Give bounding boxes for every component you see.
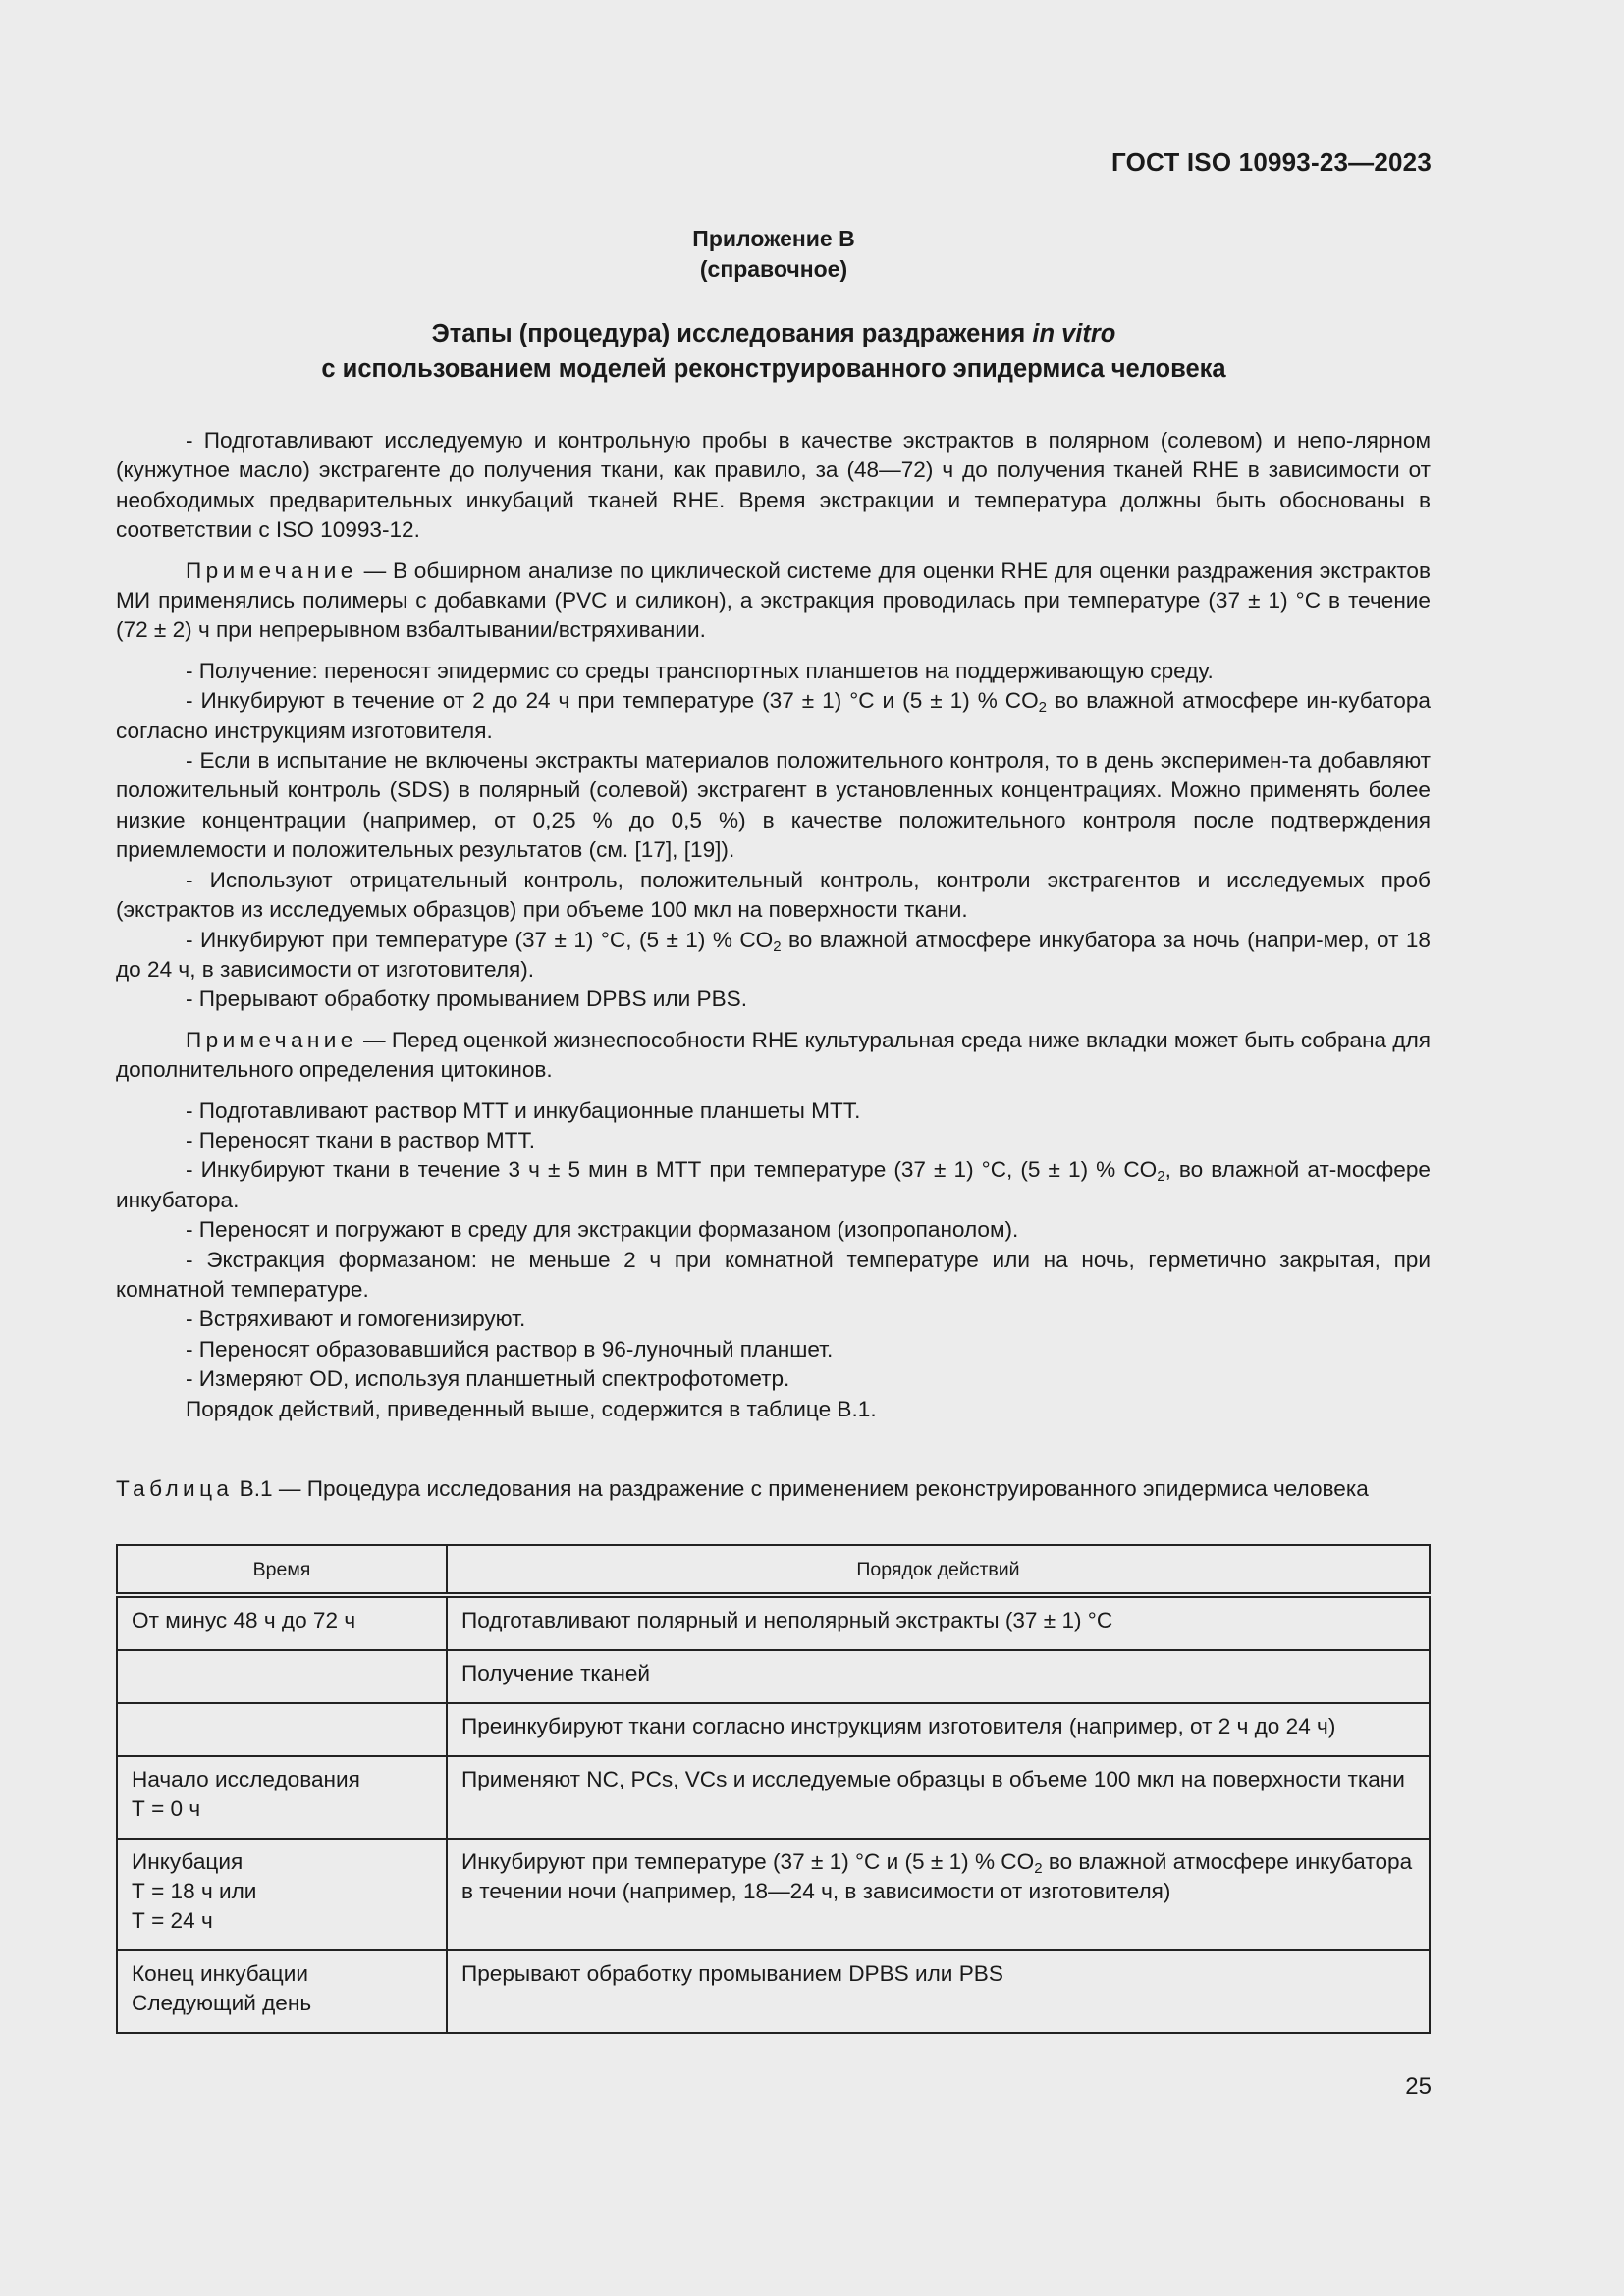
table-header-time: Время	[117, 1545, 447, 1595]
annex-status: (справочное)	[699, 256, 848, 282]
step-immerse: - Переносят и погружают в среду для экстракции формазаном (изопропанолом).	[186, 1217, 1019, 1243]
step-mtt-prep: - Подготавливают раствор МТТ и инкубационные планшеты МТТ.	[186, 1097, 861, 1123]
step-positive-control: - Если в испытание не включены экстракты материалов положительного контроля, то в день эксперимен-та добавляют положительный контроль (SDS) в полярный (солевой) экстрагент в установленных концентрациях. Можно применять более низкие концентрации (например, от 0,25 % до 0,5 %) в качестве положительного контроля после подтверждения приемлемости и положительных результатов (см. [17], [19]).	[116, 748, 1431, 863]
table-cell-action: Подготавливают полярный и неполярный экстракты (37 ± 1) °С	[447, 1595, 1430, 1650]
table-caption: Таблица В.1 — Процедура исследования на раздражение с применением реконструированного эпидермиса человека	[116, 1476, 1369, 1501]
table-row	[117, 1703, 1430, 1756]
annex-title	[116, 316, 1432, 387]
step-extraction: - Экстракция формазаном: не меньше 2 ч при комнатной температуре или на ночь, герметично закрытая, при комнатной температуре.	[116, 1247, 1431, 1302]
table-cell-action: Прерывают обработку промыванием DPBS или PBS	[447, 1950, 1430, 2033]
annex-label: Приложение В	[692, 226, 855, 251]
annex-title-line1: Этапы (процедура) исследования раздражения in vitro	[431, 320, 1116, 347]
table-cell-time: Начало исследования Т = 0 ч	[117, 1756, 447, 1839]
step-measure-od: - Измеряют OD, используя планшетный спектрофотометр.	[186, 1366, 790, 1392]
summary-sentence: Порядок действий, приведенный выше, содержится в таблице В.1.	[186, 1396, 877, 1421]
table-cell-action: Инкубируют при температуре (37 ± 1) °С и (5 ± 1) % $CO_2$ во влажной атмосфере инкубатора в течении ночи (например, 18—24 ч, в зависимости от изготовителя)	[447, 1839, 1430, 1950]
step-incubate-2: - Инкубируют при температуре (37 ± 1) °С, (5 ± 1) % $CO_2$ во влажной атмосфере инкубатора за ночь (напри-мер, от 18 до 24 ч, в зависимости от изготовителя).	[116, 927, 1431, 982]
table-cell-time	[117, 1703, 447, 1756]
step-incubate-1: - Инкубируют в течение от 2 до 24 ч при температуре (37 ± 1) °С и (5 ± 1) % $CO_2$ во влажной атмосфере ин-кубатора согласно инструкциям изготовителя.	[116, 688, 1431, 743]
annex-heading	[116, 224, 1432, 285]
step-shake: - Встряхивают и гомогенизируют.	[186, 1307, 526, 1332]
table-caption-label: Таблица	[116, 1476, 234, 1501]
table-header-actions: Порядок действий	[447, 1545, 1430, 1595]
table-header-row	[117, 1545, 1430, 1595]
table-row	[117, 1595, 1430, 1650]
table-cell-action: Преинкубируют ткани согласно инструкциям изготовителя (например, от 2 ч до 24 ч)	[447, 1703, 1430, 1756]
note-label: Примечание	[186, 1027, 357, 1052]
table-cell-time: От минус 48 ч до 72 ч	[117, 1595, 447, 1650]
annex-title-emphasis: in vitro	[1032, 320, 1116, 347]
annex-title-line2: с использованием моделей реконструированного эпидермиса человека	[321, 355, 1226, 383]
table-cell-time	[117, 1650, 447, 1703]
table-row	[117, 1650, 1430, 1703]
table-row	[117, 1839, 1430, 1950]
table-cell-time: Конец инкубации Следующий день	[117, 1950, 447, 2033]
step-transfer-plate: - Переносят образовавшийся раствор в 96-луночный планшет.	[186, 1336, 834, 1362]
step-stop-treatment: - Прерывают обработку промыванием DPBS или PBS.	[186, 987, 747, 1012]
step-receive-tissue: - Получение: переносят эпидермис со среды транспортных планшетов на поддерживающую среду.	[186, 658, 1214, 683]
table-row	[117, 1950, 1430, 2033]
step-mtt-incubate: - Инкубируют ткани в течение 3 ч ± 5 мин в МТТ при температуре (37 ± 1) °С, (5 ± 1) % $CO_2$, во влажной ат-мосфере инкубатора.	[116, 1157, 1431, 1212]
table-cell-action: Получение тканей	[447, 1650, 1430, 1703]
document-body	[116, 426, 1431, 1424]
paragraph-sample-prep: - Подготавливают исследуемую и контрольную пробы в качестве экстрактов в полярном (солевом) и непо-лярном (кунжутное масло) экстрагенте до получения ткани, как правило, за (48—72) ч до получения тканей RHE в зависимости от необходимых предварительных инкубаций тканей RHE. Время экстракции и температура должны быть обоснованы в соответствии с ISO 10993-12.	[116, 428, 1431, 543]
note-1: Примечание — В обширном анализе по циклической системе для оценки RHE для оценки раздражения экстрактов МИ применялись полимеры с добавками (PVC и силикон), а экстракция проводилась при температуре (37 ± 1) °С в течение (72 ± 2) ч при непрерывном взбалтывании/встряхивании.	[116, 558, 1431, 643]
step-mtt-transfer: - Переносят ткани в раствор МТТ.	[186, 1127, 536, 1152]
note-2: Примечание — Перед оценкой жизнеспособности RHE культуральная среда ниже вкладки может быть собрана для дополнительного определения цитокинов.	[116, 1027, 1431, 1083]
procedure-table	[116, 1544, 1431, 2034]
page-number: 25	[1405, 2073, 1432, 2100]
document-id: ГОСТ ISO 10993-23—2023	[1111, 147, 1432, 177]
step-controls: - Используют отрицательный контроль, положительный контроль, контроли экстрагентов и исследуемых проб (экстрактов из исследуемых образцов) при объеме 100 мкл на поверхности ткани.	[116, 867, 1431, 923]
note-label: Примечание	[186, 558, 357, 583]
table-cell-time: Инкубация Т = 18 ч или Т = 24 ч	[117, 1839, 447, 1950]
table-cell-action: Применяют NC, PCs, VCs и исследуемые образцы в объеме 100 мкл на поверхности ткани	[447, 1756, 1430, 1839]
table-row	[117, 1756, 1430, 1839]
